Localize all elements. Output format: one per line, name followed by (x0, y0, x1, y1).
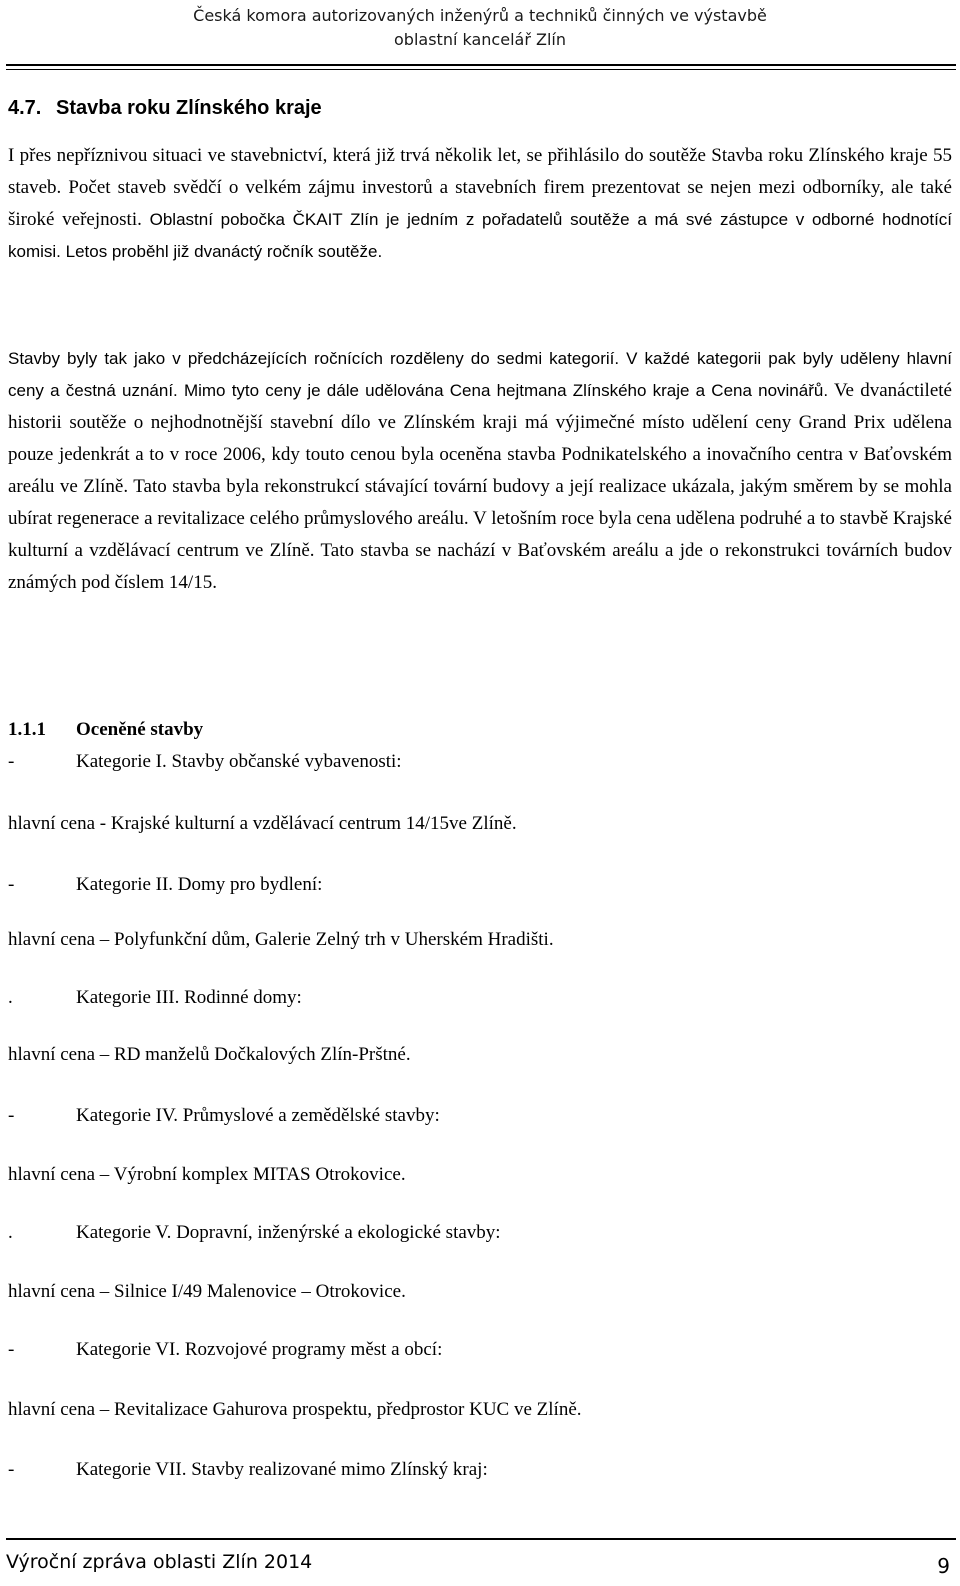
category-label: Kategorie I. Stavby občanské vybavenosti: (76, 751, 402, 772)
award-category-2 (8, 873, 322, 897)
header-rule-thick (6, 64, 956, 66)
award-category-4 (8, 1104, 440, 1128)
header-rule-thin (6, 69, 956, 70)
paragraph-intro (8, 140, 952, 268)
award-prize-5: hlavní cena – Silnice I/49 Malenovice – Otrokovice. (8, 1281, 406, 1302)
list-marker: . (8, 1222, 13, 1243)
award-prize-2: hlavní cena – Polyfunkční dům, Galerie Zelný trh v Uherském Hradišti. (8, 929, 554, 950)
paragraph-categories-part1: Stavby byly tak jako v předcházejících ročnících rozděleny do sedmi kategorií. V každé kategorii pak byly uděleny hlavní ceny a čestná uznání. Mimo tyto ceny je dále udělována Cena hejtmana Zlínského kraje a Cena novinářů. (8, 349, 952, 400)
list-marker: - (8, 874, 15, 895)
paragraph-intro-part1: I přes nepříznivou situaci ve stavebnictví, která již trvá několik let, se přihlásilo do soutěže Stavba roku Zlínského kraje 55 staveb. Počet staveb svědčí o velkém zájmu investorů a stavebních firem prezentovat se nejen mezi odborníky, ale také široké veřejnosti. (8, 145, 952, 230)
page-number: 9 (937, 1554, 950, 1578)
award-prize-3: hlavní cena – RD manželů Dočkalových Zlín-Prštné. (8, 1044, 411, 1065)
category-label: Kategorie V. Dopravní, inženýrské a ekologické stavby: (76, 1222, 501, 1243)
award-category-6 (8, 1338, 442, 1362)
category-label: Kategorie VII. Stavby realizované mimo Zlínský kraj: (76, 1459, 488, 1480)
award-prize-1: hlavní cena - Krajské kulturní a vzdělávací centrum 14/15ve Zlíně. (8, 813, 517, 834)
subsection-number: 1.1.1 (8, 719, 46, 740)
category-label: Kategorie II. Domy pro bydlení: (76, 874, 323, 895)
list-marker: - (8, 751, 15, 772)
list-marker: - (8, 1339, 15, 1360)
category-label: Kategorie III. Rodinné domy: (76, 987, 302, 1008)
header-office: oblastní kancelář Zlín (394, 30, 566, 49)
category-label: Kategorie VI. Rozvojové programy měst a obcí: (76, 1339, 443, 1360)
subsection-heading (8, 718, 203, 742)
award-category-7 (8, 1458, 488, 1482)
list-marker: - (8, 1459, 15, 1480)
award-category-3 (8, 986, 302, 1010)
award-prize-4: hlavní cena – Výrobní komplex MITAS Otrokovice. (8, 1164, 406, 1185)
category-label: Kategorie IV. Průmyslové a zemědělské stavby: (76, 1105, 440, 1126)
list-marker: - (8, 1105, 15, 1126)
section-title: Stavba roku Zlínského kraje (56, 97, 322, 119)
list-marker: . (8, 987, 13, 1008)
award-category-1 (8, 750, 402, 774)
award-category-5 (8, 1221, 501, 1245)
paragraph-categories (8, 343, 952, 599)
header-organization: Česká komora autorizovaných inženýrů a techniků činných ve výstavbě (193, 6, 767, 25)
award-prize-6: hlavní cena – Revitalizace Gahurova prospektu, předprostor KUC ve Zlíně. (8, 1399, 582, 1420)
footer-rule (6, 1538, 956, 1540)
subsection-title: Oceněné stavby (76, 719, 204, 740)
paragraph-categories-part2: Ve dvanáctileté historii soutěže o nejhodnotnější stavební dílo ve Zlínském kraji má výjimečné místo udělení ceny Grand Prix udělena pouze jedenkrát a to v roce 2006, kdy touto cenou byla oceněna stavba Podnikatelského a inovačního centra v Baťovském areálu ve Zlíně. Tato stavba byla rekonstrukcí stávající tovární budovy a její realizace ukázala, jakým směrem by se mohla ubírat regenerace a revitalizace celého průmyslového areálu. V letošním roce byla cena udělena podruhé a to stavbě Krajské kulturní a vzdělávací centrum ve Zlíně. Tato stavba se nachází v Baťovském areálu a jde o rekonstrukci továrních budov známých pod číslem 14/15. (8, 380, 952, 593)
page-header (0, 4, 960, 52)
paragraph-intro-part2: Oblastní pobočka ČKAIT Zlín je jedním z pořadatelů soutěže a má své zástupce v odborné hodnotící komisi. Letos proběhl již dvanáctý ročník soutěže. (8, 210, 953, 261)
section-heading (8, 96, 322, 120)
section-number: 4.7. (8, 97, 42, 119)
footer-title: Výroční zpráva oblasti Zlín 2014 (6, 1551, 313, 1573)
